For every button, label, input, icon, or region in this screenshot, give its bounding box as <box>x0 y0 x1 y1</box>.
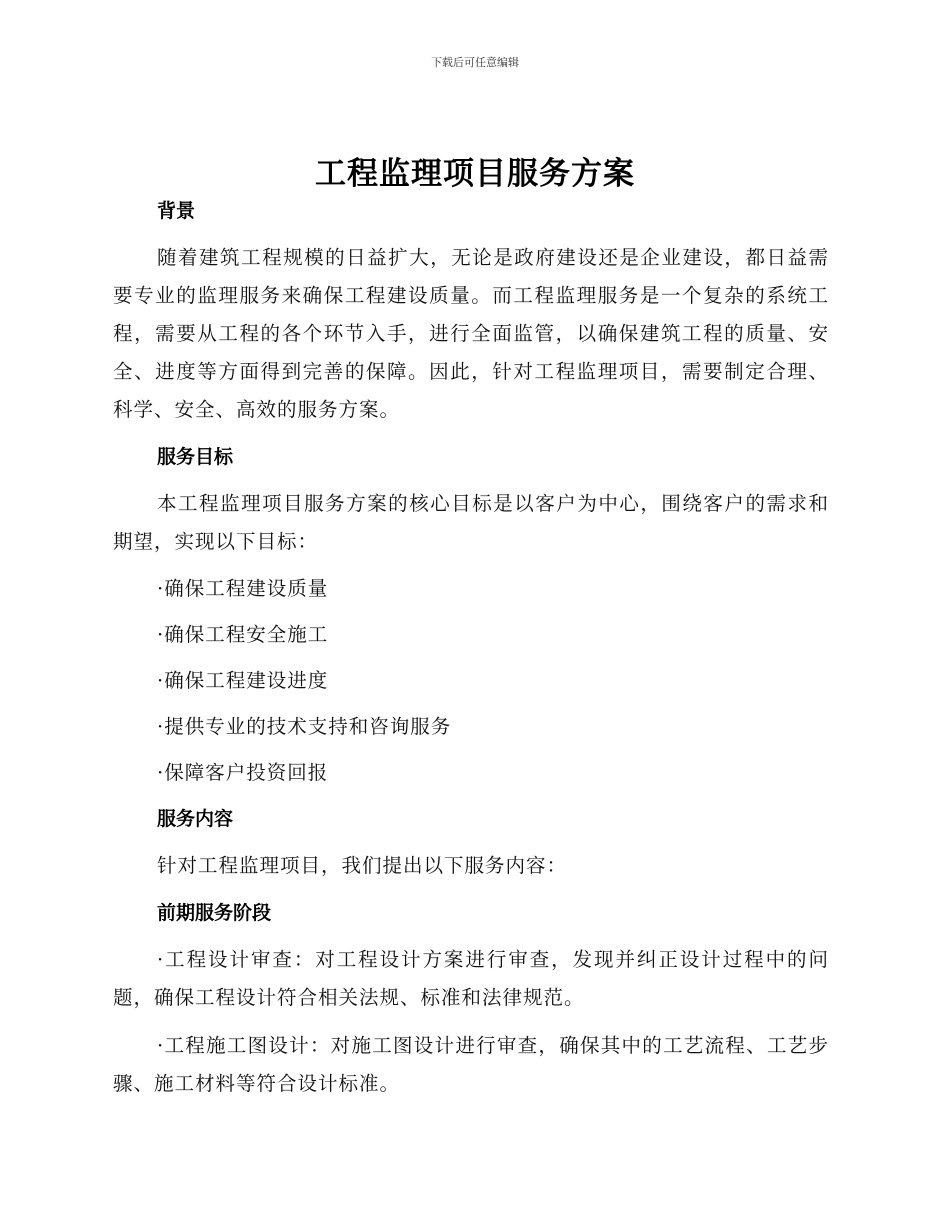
background-paragraph: 随着建筑工程规模的日益扩大，无论是政府建设还是企业建设，都日益需要专业的监理服务来确保工程建设质量。而工程监理服务是一个复杂的系统工程，需要从工程的各个环节入手，进行全面监管，以确保建筑工程的质量、安全、进度等方面得到完善的保障。因此，针对工程监理项目，需要制定合理、科学、安全、高效的服务方案。 <box>113 246 829 421</box>
document-body <box>113 193 829 1113</box>
section-heading-goals: 服务目标 <box>157 446 234 468</box>
goal-item: ·保障客户投资回报 <box>157 761 329 784</box>
goal-item: ·确保工程建设进度 <box>157 669 329 692</box>
phase-item: ·工程设计审查：对工程设计方案进行审查，发现并纠正设计过程中的问题，确保工程设计符合相关法规、标准和法律规范。 <box>113 948 829 1009</box>
header-note: 下载后可任意编辑 <box>431 56 519 69</box>
section-heading-background: 背景 <box>157 200 196 222</box>
section-heading-phase: 前期服务阶段 <box>157 902 272 924</box>
phase-item: ·工程施工图设计：对施工图设计进行审查，确保其中的工艺流程、工艺步骤、施工材料等符合设计标准。 <box>113 1034 829 1095</box>
section-heading-content: 服务内容 <box>157 808 234 830</box>
document-title: 工程监理项目服务方案 <box>315 156 635 192</box>
goals-paragraph: 本工程监理项目服务方案的核心目标是以客户为中心，围绕客户的需求和期望，实现以下目标： <box>113 492 829 553</box>
goal-item: ·确保工程建设质量 <box>157 577 329 600</box>
goal-item: ·提供专业的技术支持和咨询服务 <box>157 715 452 738</box>
content-paragraph: 针对工程监理项目，我们提出以下服务内容： <box>157 854 568 877</box>
goal-item: ·确保工程安全施工 <box>157 623 329 646</box>
